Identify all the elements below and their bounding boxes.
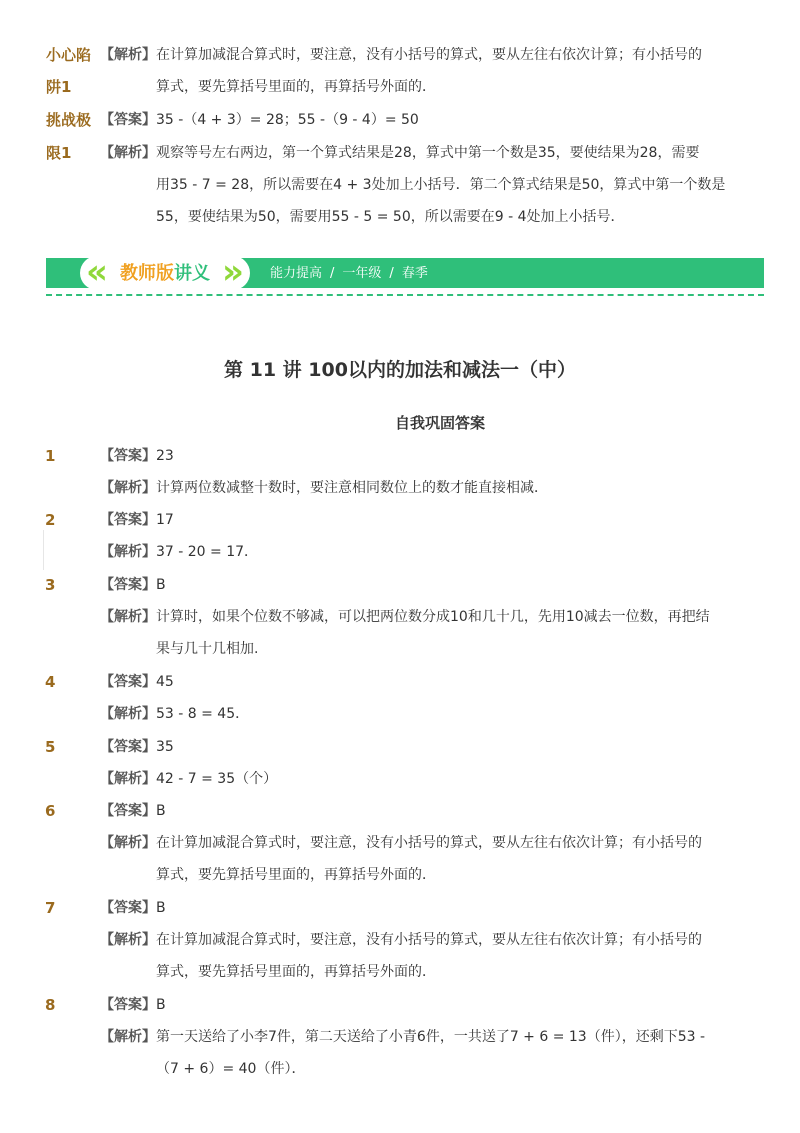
badge-text-handout: 讲义 (174, 263, 210, 284)
item-number: 8 (45, 996, 56, 1014)
answer-label: 【答案】 (100, 577, 156, 593)
breadcrumb (270, 265, 428, 283)
answer-label: 【答案】 (100, 512, 156, 528)
margin-rule (43, 530, 44, 570)
analysis-line2: 算式，要先算括号里面的，再算括号外面的． (156, 867, 436, 883)
challenge-answer-label: 【答案】 (100, 112, 156, 128)
chevron-right-icon: » (222, 252, 244, 292)
item-number: 2 (45, 511, 56, 529)
challenge-answer-text: 35 -（4 + 3）= 28；55 -（9 - 4）= 50 (156, 112, 419, 128)
analysis-label: 【解析】 (100, 544, 156, 560)
analysis-line2: 果与几十几相加. (156, 641, 259, 657)
trap-analysis-label: 【解析】 (100, 47, 156, 63)
breadcrumb-level: 能力提高 (270, 266, 323, 281)
answer-label: 【答案】 (100, 448, 156, 464)
analysis-label: 【解析】 (100, 835, 156, 851)
breadcrumb-grade: 一年级 (342, 266, 382, 281)
answer-label: 【答案】 (100, 997, 156, 1013)
analysis-line1: 42 - 7 = 35（个） (156, 771, 278, 787)
analysis-line1: 在计算加减混合算式时，要注意，没有小括号的算式，要从左往右依次计算；有小括号的 (156, 932, 702, 948)
badge-text-teacher: 教师版 (120, 263, 174, 284)
breadcrumb-separator: / (330, 266, 335, 281)
analysis-line2: 算式，要先算括号里面的，再算括号外面的． (156, 964, 436, 980)
answer-value: B (156, 803, 166, 819)
item-number: 4 (45, 673, 56, 691)
analysis-line1: 53 - 8 = 45． (156, 706, 250, 722)
analysis-line1: 37 - 20 = 17． (156, 544, 259, 560)
answer-value: 35 (156, 739, 174, 755)
challenge-analysis-label: 【解析】 (100, 145, 156, 161)
analysis-line2: （7 + 6）= 40（件）． (156, 1061, 306, 1077)
trap-side-label-line1: 小心陷 (46, 46, 92, 64)
chevron-left-icon: « (86, 252, 108, 292)
section-subtitle: 自我巩固答案 (394, 414, 485, 432)
item-number: 3 (45, 576, 56, 594)
banner-dotted-rule (46, 294, 764, 296)
answer-value: B (156, 577, 166, 593)
challenge-analysis-line1: 观察等号左右两边，第一个算式结果是28，算式中第一个数是35，要使结果为28，需要 (156, 145, 700, 161)
answer-label: 【答案】 (100, 900, 156, 916)
analysis-line1: 第一天送给了小李7件，第二天送给了小青6件，一共送了7 + 6 = 13（件），还剩下53 - (156, 1029, 706, 1045)
answer-label: 【答案】 (100, 674, 156, 690)
challenge-analysis-line3: 55，要使结果为50，需要用55 - 5 = 50，所以需要在9 - 4处加上小括号． (156, 209, 625, 225)
lesson-title: 第 11 讲 100以内的加法和减法一（中） (224, 359, 576, 381)
trap-side-label-line2: 阱1 (46, 78, 72, 96)
answer-label: 【答案】 (100, 803, 156, 819)
item-number: 6 (45, 802, 56, 820)
analysis-label: 【解析】 (100, 1029, 156, 1045)
analysis-label: 【解析】 (100, 480, 156, 496)
item-number: 1 (45, 447, 56, 465)
item-number: 5 (45, 738, 56, 756)
answer-value: 23 (156, 448, 174, 464)
analysis-line1: 计算两位数减整十数时，要注意相同数位上的数才能直接相减． (156, 480, 548, 496)
breadcrumb-separator: / (389, 266, 394, 281)
answer-label: 【答案】 (100, 739, 156, 755)
answer-value: B (156, 997, 166, 1013)
trap-analysis-line2: 算式，要先算括号里面的，再算括号外面的． (156, 79, 436, 95)
challenge-side-label-line2: 限1 (46, 144, 72, 162)
trap-analysis-line1: 在计算加减混合算式时，要注意，没有小括号的算式，要从左往右依次计算；有小括号的 (156, 47, 702, 63)
analysis-label: 【解析】 (100, 932, 156, 948)
analysis-line1: 计算时，如果个位数不够减，可以把两位数分成10和几十几，先用10减去一位数，再把结 (156, 609, 710, 625)
analysis-line1: 在计算加减混合算式时，要注意，没有小括号的算式，要从左往右依次计算；有小括号的 (156, 835, 702, 851)
challenge-side-label-line1: 挑战极 (46, 111, 92, 129)
analysis-label: 【解析】 (100, 609, 156, 625)
item-number: 7 (45, 899, 56, 917)
breadcrumb-term: 春季 (401, 266, 428, 281)
answer-value: 17 (156, 512, 174, 528)
challenge-analysis-line2: 用35 - 7 = 28，所以需要在4 + 3处加上小括号．第二个算式结果是50，算式中第一个数是 (156, 177, 726, 193)
analysis-label: 【解析】 (100, 706, 156, 722)
answer-value: B (156, 900, 166, 916)
answer-value: 45 (156, 674, 174, 690)
analysis-label: 【解析】 (100, 771, 156, 787)
